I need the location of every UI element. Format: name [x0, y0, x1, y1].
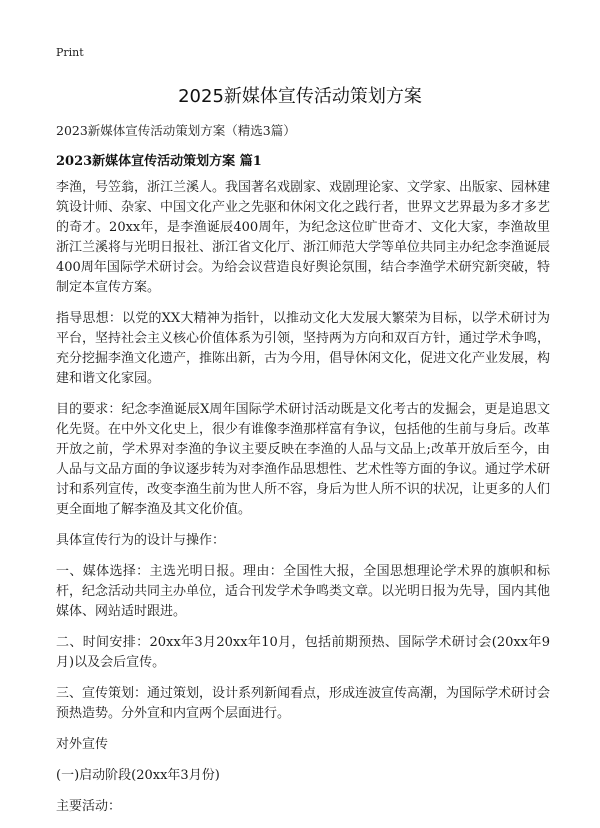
paragraph-design-operation: 具体宣传行为的设计与操作： — [56, 533, 226, 548]
paragraph-main-activities: 主要活动： — [56, 799, 122, 814]
print-label: Print — [56, 46, 84, 59]
document-subtitle: 2023新媒体宣传活动策划方案（精选3篇） — [56, 123, 296, 138]
document-title: 2025新媒体宣传活动策划方案 — [178, 86, 422, 107]
paragraph-objectives: 目的要求：纪念李渔诞辰X周年国际学术研讨活动既是文化考古的发掘会，更是追思文化先贤。在中外文化史上，很少有谁像李渔那样富有争议，包括他的生前与身后。改革开放之前，学术界对李渔的争议主要反映在李渔的人品与文品上;改革开放后至今，由人品与文品方面的争议逐步转为对李渔作品思想性、艺术性等方面的争议。通过学术研讨和系列宣传，改变李渔生前为世人所不容，身后为世人所不识的状况，让更多的人们更全面地了解李渔及其文化价值。 — [56, 402, 551, 517]
paragraph-external-publicity: 对外宣传 — [56, 737, 109, 752]
paragraph-publicity-planning: 三、宣传策划：通过策划，设计系列新闻看点，形成连波宣传高潮，为国际学术研讨会预热造势。分外宣和内宣两个层面进行。 — [56, 686, 551, 721]
section-heading: 2023新媒体宣传活动策划方案 篇1 — [56, 154, 262, 169]
document-body — [56, 178, 550, 828]
paragraph-launch-phase: (一)启动阶段(20xx年3月份) — [56, 768, 220, 783]
paragraph-guiding-ideology: 指导思想：以党的XX大精神为指针，以推动文化大发展大繁荣为目标，以学术研讨为平台，坚持社会主义核心价值体系为引领，坚持两为方向和双百方针，通过学术争鸣，充分挖掘李渔文化遗产，推陈出新，古为今用，倡导休闲文化，促进文化产业发展，构建和谐文化家园。 — [56, 311, 551, 386]
paragraph-intro: 李渔，号笠翁，浙江兰溪人。我国著名戏剧家、戏剧理论家、文学家、出版家、园林建筑设计师、杂家、中国文化产业之先驱和休闲文化之践行者，世界文艺界最为多才多艺的奇才。20xx年，是李渔诞辰400周年，为纪念这位旷世奇才、文化大家，李渔故里浙江兰溪将与光明日报社、浙江省文化厅、浙江师范大学等单位共同主办纪念李渔诞辰400周年国际学术研讨会。为给会议营造良好舆论氛围，结合李渔学术研究新突破，特制定本宣传方案。 — [56, 180, 551, 295]
paragraph-schedule: 二、时间安排：20xx年3月20xx年10月，包括前期预热、国际学术研讨会(20xx年9月)以及会后宣传。 — [56, 635, 550, 670]
paragraph-media-selection: 一、媒体选择：主选光明日报。理由：全国性大报，全国思想理论学术界的旗帜和标杆，纪念活动共同主办单位，适合刊发学术争鸣类文章。以光明日报为先导，国内其他媒体、网站适时跟进。 — [56, 564, 551, 619]
